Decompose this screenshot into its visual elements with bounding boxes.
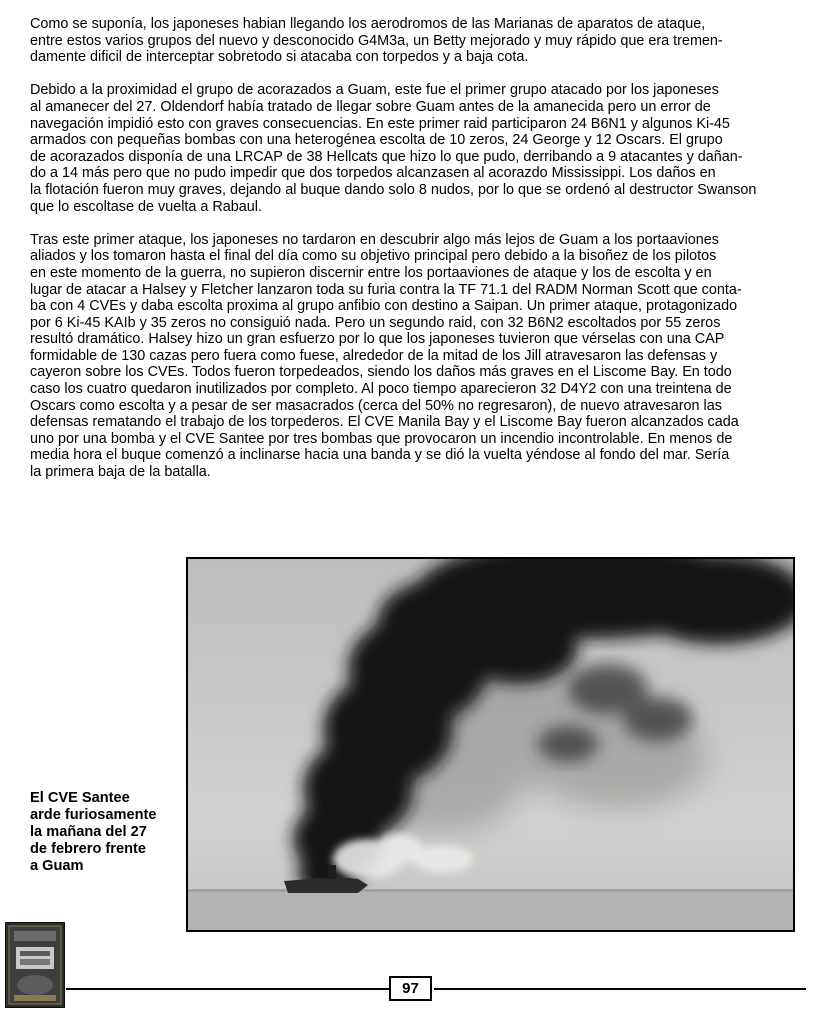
text-line: do a 14 más pero que no pudo impedir que dos torpedos alcanzasen al acorazdo Mississippi. Los daños en [30, 165, 716, 182]
text-line: resultó dramático. Halsey hizo un gran esfuerzo por lo que los japoneses tuvieron que vérselas con una CAP [30, 331, 725, 348]
text-line: uno por una bomba y el CVE Santee por tres bombas que provocaron un incendio incontrolable. En menos de [30, 430, 733, 447]
caption-line: El CVE Santee [30, 790, 130, 806]
text-line: defensas rematando el trabajo de los torpederos. El CVE Manila Bay y el Liscome Bay fueron alcanzados cada [30, 414, 739, 431]
paragraph-1 [30, 16, 815, 66]
text-line: formidable de 130 cazas pero fuera como fuese, alrededor de la mitad de los Jill atravesaron las defensas y [30, 347, 718, 364]
text-line: damente dificil de interceptar sobretodo si atacaba con torpedos y a baja cota. [30, 49, 529, 66]
text-line: entre estos varios grupos del nuevo y desconocido G4M3a, un Betty mejorado y muy rápido que era tremen- [30, 32, 723, 49]
text-line: caso los cuatro quedaron inutilizados por completo. Al poco tiempo aparecieron 32 D4Y2 con una treintena de [30, 381, 732, 398]
text-line: ba con 4 CVEs y daba escolta proxima al grupo anfibio con destino a Saipan. Un primer ataque, protagonizado [30, 298, 738, 315]
footer-rule-right [434, 988, 806, 990]
text-line: la primera baja de la batalla. [30, 464, 211, 481]
text-line: Debido a la proximidad el grupo de acorazados a Guam, este fue el primer grupo atacado por los japoneses [30, 82, 719, 99]
text-line: Oscars como escolta y a pesar de ser masacrados (cerca del 50% no regresaron), de nuevo atravesaron las [30, 397, 722, 414]
text-line: por 6 Ki-45 KAIb y 35 zeros no consiguió nada. Pero un segundo raid, con 32 B6N2 escoltados por 55 zeros [30, 314, 721, 331]
text-line: al amanecer del 27. Oldendorf había tratado de llegar sobre Guam antes de la amanecida pero un error de [30, 98, 711, 115]
paragraph-3 [30, 232, 815, 481]
paragraph-2 [30, 82, 815, 215]
text-line: la flotación fueron muy graves, dejando al buque dando solo 8 nudos, por lo que se ordenó al destructor Swanson [30, 181, 757, 198]
text-line: de acorazados disponía de una LRCAP de 38 Hellcats que hizo lo que pudo, derribando a 9 atacantes y dañan- [30, 148, 743, 165]
caption-line: arde furiosamente [30, 807, 157, 823]
page-number: 97 [389, 976, 432, 1001]
burning-carrier-photo [186, 557, 795, 932]
text-line: que lo escoltase de vuelta a Rabaul. [30, 198, 263, 215]
text-line: aliados y los tomaron hasta el final del día como su objetivo principal pero debido a la bisoñez de los pilotos [30, 248, 717, 265]
text-line: media hora el buque comenzó a inclinarse hacia una banda y se dió la vuelta yéndose al fondo del mar. Sería [30, 447, 730, 464]
text-line: Tras este primer ataque, los japoneses no tardaron en descubrir algo más lejos de Guam a los portaaviones [30, 231, 719, 248]
box-art-icon [6, 923, 64, 1007]
footer-rule-left [66, 988, 389, 990]
text-line: cayeron sobre los CVEs. Todos fueron torpedeados, siendo los daños más graves en el Liscome Bay. En todo [30, 364, 732, 381]
game-box-logo [5, 922, 65, 1008]
text-line: lugar de atacar a Halsey y Fletcher lanzaron toda su furia contra la TF 71.1 del RADM Norman Scott que conta- [30, 281, 742, 298]
caption-line: a Guam [30, 858, 84, 874]
smoke-plume-illustration [188, 559, 793, 930]
photo-caption [30, 790, 180, 875]
caption-line: de febrero frente [30, 841, 146, 857]
text-line: armados con pequeñas bombas con una heterogénea escolta de 10 zeros, 24 George y 12 Oscars. El grupo [30, 132, 723, 149]
text-line: navegación impidió esto con graves consecuencias. En este primer raid participaron 24 B6N1 y algunos Ki-45 [30, 115, 730, 132]
text-line: en este momento de la guerra, no supieron discernir entre los portaaviones de ataque y los de escolta y en [30, 264, 712, 281]
caption-line: la mañana del 27 [30, 824, 147, 840]
article-body [30, 16, 815, 497]
text-line: Como se suponía, los japoneses habian llegando los aerodromos de las Marianas de aparatos de ataque, [30, 16, 706, 32]
